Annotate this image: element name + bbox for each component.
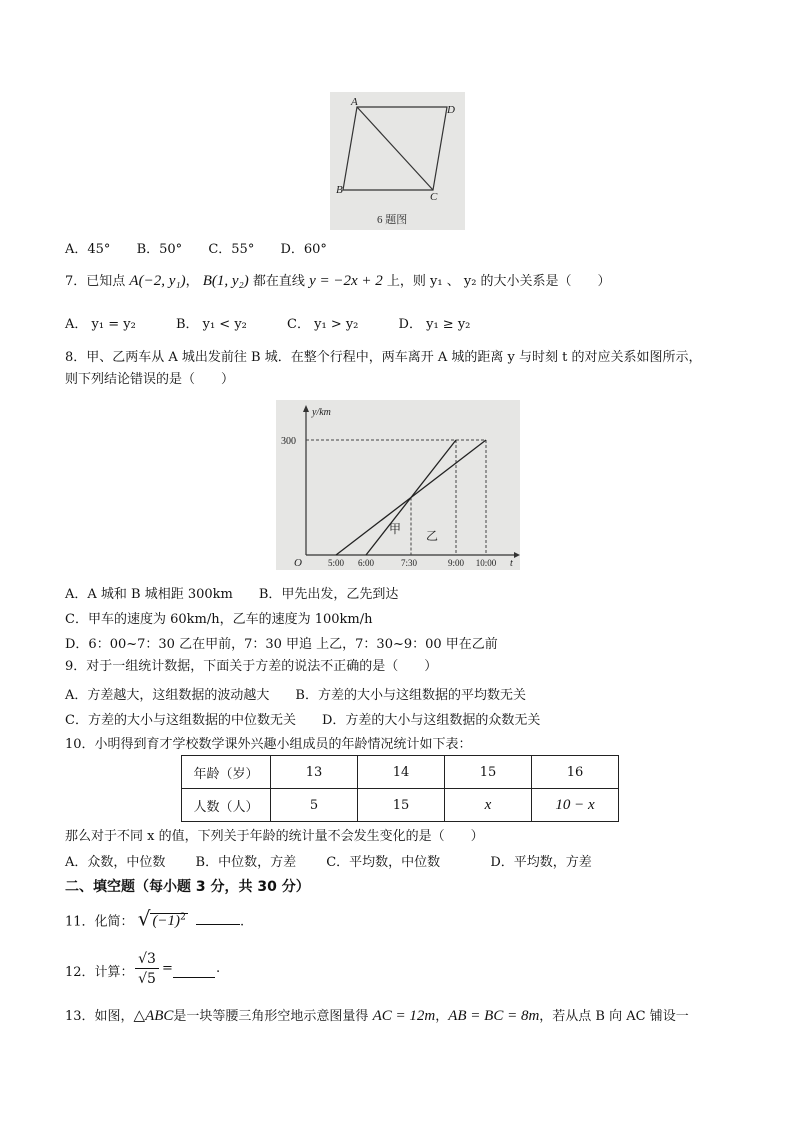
q10-options — [65, 851, 592, 870]
q8-chart-svg — [276, 400, 520, 570]
q7-sep: ， — [185, 274, 199, 289]
q12-fraction — [135, 950, 159, 989]
q11 — [65, 905, 244, 931]
sqrt-sign: √ — [137, 906, 151, 931]
table-cell: 14 — [358, 756, 445, 789]
q7-option-d: D． y₁ ≥ y₂ — [398, 317, 471, 332]
q13-triangle: △ABC — [133, 1008, 174, 1024]
table-cell: 15 — [445, 756, 532, 789]
q11-radicand — [150, 913, 187, 929]
q8-stem-line1: 8．甲、乙两车从 A 城出发前往 B 城．在整个行程中，两车离开 A 城的距离 y 与时刻 t 的对应关系如图所示， — [65, 350, 702, 365]
y-axis-label: y/km — [312, 407, 331, 418]
q7-mid: 都在直线 — [252, 274, 305, 289]
figure-caption: 6 题图 — [377, 214, 408, 226]
q12-numerator: √3 — [138, 951, 156, 967]
q9-option-cd: C．方差的大小与这组数据的中位数无关 D．方差的大小与这组数据的众数无关 — [65, 713, 541, 728]
y-axis-arrow — [303, 405, 309, 412]
q13-ac: AC = 12m — [372, 1008, 436, 1024]
q8-option-ab: A．A 城和 B 城相距 300km B．甲先出发，乙先到达 — [65, 587, 399, 602]
q6-parallelogram-diagram — [330, 92, 465, 230]
q10-age-table — [181, 755, 619, 822]
table-cell: 10 − x — [532, 789, 619, 822]
table-cell: 16 — [532, 756, 619, 789]
table-cell: 13 — [271, 756, 358, 789]
table-cell-header: 年龄（岁） — [182, 756, 271, 789]
x-tick-6-00: 6:00 — [357, 558, 375, 568]
q7-options — [65, 313, 470, 332]
y-tick-300: 300 — [281, 436, 296, 447]
x-tick-10-00: 10:00 — [475, 558, 497, 568]
table-cell-header: 人数（人） — [182, 789, 271, 822]
q11-expr: (−1) — [152, 913, 181, 930]
q13 — [65, 1005, 689, 1025]
x-tick-7-30: 7:30 — [400, 558, 418, 568]
q10-option-c: C．平均数，中位数 — [326, 855, 441, 870]
q9-option-ab: A．方差越大，这组数据的波动越大 B．方差的大小与这组数据的平均数无关 — [65, 688, 526, 703]
table-row — [182, 756, 619, 789]
q11-exponent: 2 — [180, 913, 186, 923]
q13-ab-bc: AB = BC = 8m — [448, 1008, 540, 1024]
x-axis-label: t — [510, 558, 513, 569]
section-2-title: 二、填空题（每小题 3 分，共 30 分） — [65, 879, 310, 895]
q7-line-equation: y = −2x + 2 — [309, 273, 383, 289]
q6-option-a: A．45° — [65, 242, 111, 257]
q6-option-c: C．55° — [208, 242, 255, 257]
table-cell: 15 — [358, 789, 445, 822]
q10-stem: 10．小明得到育才学校数学课外兴趣小组成员的年龄情况统计如下表： — [65, 737, 472, 752]
q6-figure — [330, 92, 465, 230]
series-jia-label: 甲 — [389, 522, 402, 536]
q10-option-d: D．平均数，方差 — [490, 855, 592, 870]
q11-answer-blank[interactable] — [196, 924, 240, 925]
series-yi-label: 乙 — [426, 529, 439, 543]
q11-suffix: . — [239, 914, 245, 930]
q8-stem-line2: 则下列结论错误的是（ ） — [65, 372, 235, 387]
q7-point-a: A(−2, y₁) — [129, 273, 186, 289]
q12-equals: = — [162, 961, 173, 976]
q10-option-b: B．中位数，方差 — [195, 855, 297, 870]
q6-option-d: D．60° — [280, 242, 327, 257]
q12-suffix: . — [216, 961, 221, 976]
q12-denominator: √5 — [138, 971, 156, 987]
table-cell: x — [445, 789, 532, 822]
x-tick-9-00: 9:00 — [447, 558, 465, 568]
q13-prefix: 13．如图， — [65, 1009, 134, 1024]
q7-option-a: A． y₁ = y₂ — [65, 317, 136, 332]
label-a: A — [351, 96, 358, 108]
q8-option-d: D．6：00~7：30 乙在甲前，7：30 甲追 上乙，7：30~9：00 甲在乙前 — [65, 637, 498, 652]
q10-follow: 那么对于不同 x 的值，下列关于年龄的统计量不会发生变化的是（ ） — [65, 829, 484, 844]
x-axis-arrow — [514, 552, 520, 558]
q6-options — [65, 238, 327, 257]
x-tick-5-00: 5:00 — [327, 558, 345, 568]
q7-stem — [65, 270, 611, 290]
label-b: B — [336, 184, 343, 196]
q9-stem: 9．对于一组统计数据，下面关于方差的说法不正确的是（ ） — [65, 659, 438, 674]
q8-chart — [276, 400, 520, 570]
q13-sep: ， — [435, 1009, 449, 1024]
q12-prefix: 12．计算： — [65, 965, 134, 980]
label-c: C — [430, 191, 438, 203]
q7-option-c: C． y₁ > y₂ — [287, 317, 359, 332]
q8-option-c: C．甲车的速度为 60km/h，乙车的速度为 100km/h — [65, 612, 373, 627]
table-row — [182, 789, 619, 822]
q13-text2: ，若从点 B 向 AC 铺设一 — [539, 1009, 689, 1024]
origin-label: O — [294, 557, 302, 569]
label-d: D — [447, 104, 455, 116]
q6-option-b: B．50° — [136, 242, 183, 257]
table-cell: 5 — [271, 789, 358, 822]
q11-prefix: 11．化简： — [65, 914, 134, 930]
q10-option-a: A．众数，中位数 — [65, 855, 166, 870]
q7-option-b: B． y₁ < y₂ — [175, 317, 247, 332]
q7-point-b: B(1, y₂) — [202, 273, 249, 289]
q7-number: 7．已知点 — [65, 274, 126, 289]
q13-text1: 是一块等腰三角形空地示意图量得 — [173, 1009, 369, 1024]
q7-tail: 上，则 y₁ 、 y₂ 的大小关系是（ ） — [386, 274, 611, 289]
q12-answer-blank[interactable] — [173, 962, 215, 978]
